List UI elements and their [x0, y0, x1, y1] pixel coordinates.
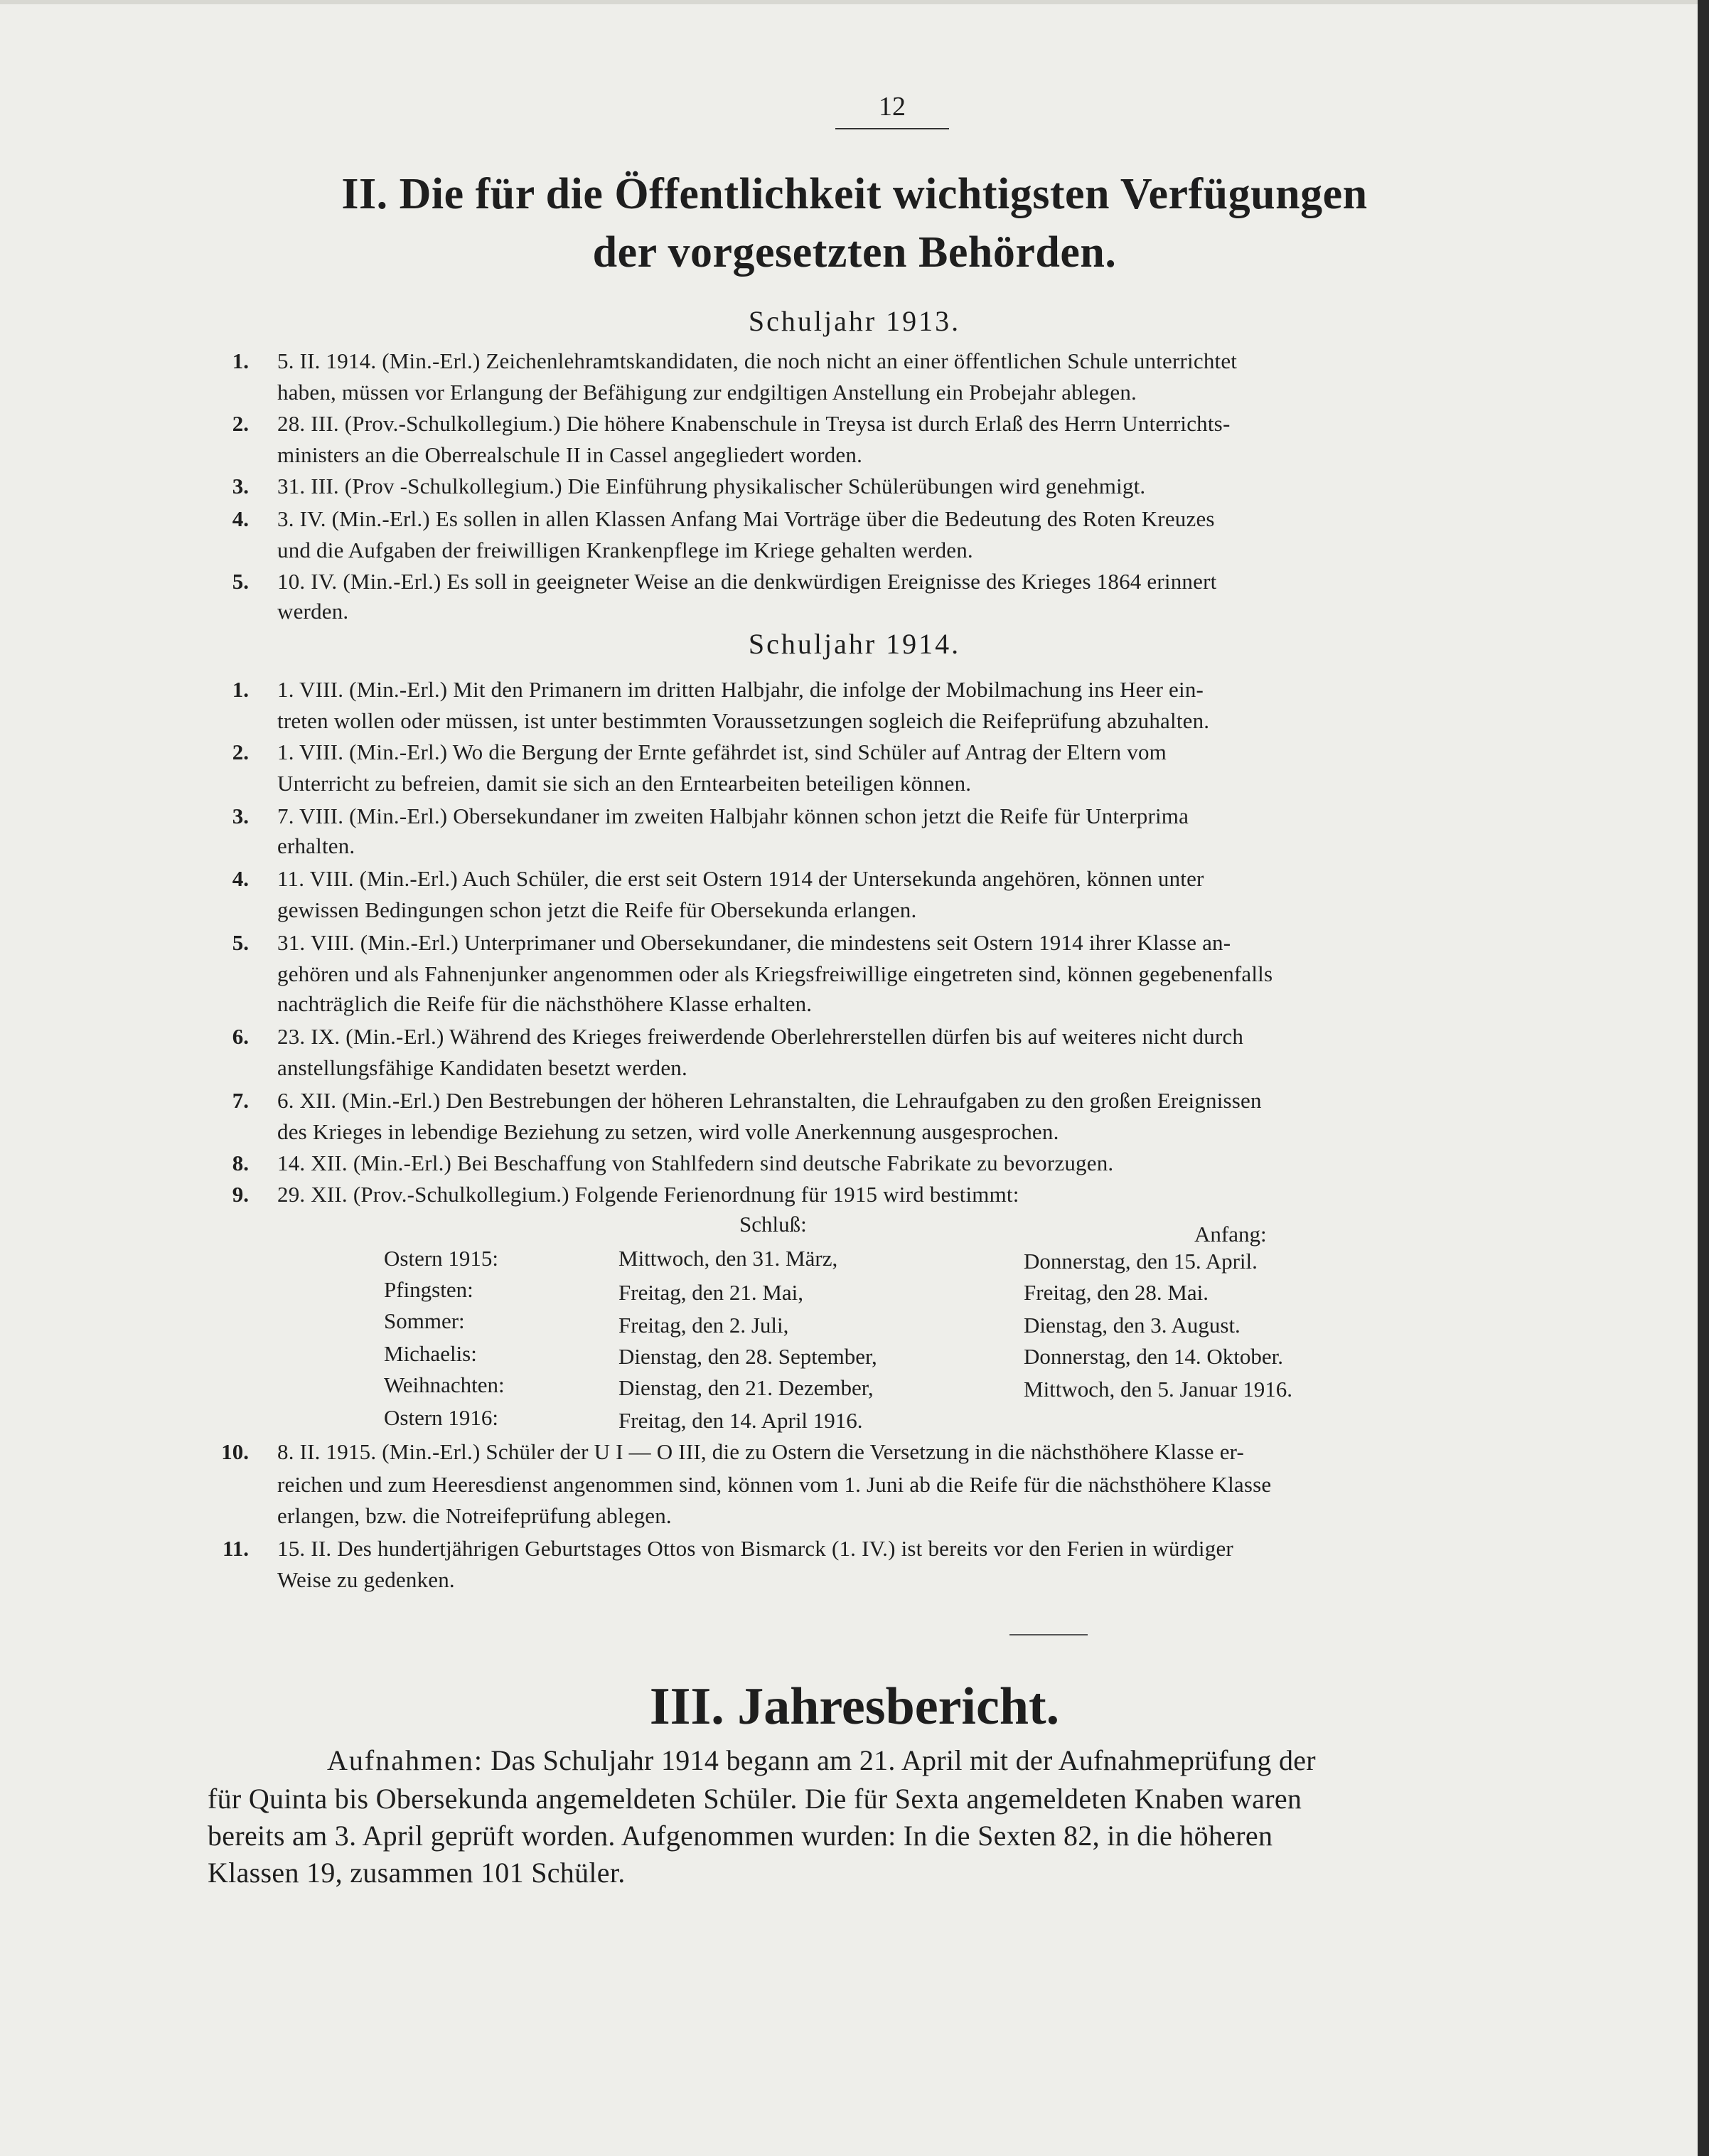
item-line: nachträglich die Reife für die nächsthöhere Klasse erhalten.	[277, 991, 813, 1016]
item-line: 5. II. 1914. (Min.-Erl.) Zeichenlehramtskandidaten, die noch nicht an einer öffentlichen Schule unterrichtet	[277, 348, 1238, 373]
page-number: 12	[879, 92, 906, 122]
item-line: 1. VIII. (Min.-Erl.) Wo die Bergung der Ernte gefährdet ist, sind Schüler auf Antrag der Eltern vom	[277, 740, 1167, 764]
ferien-row-name: Michaelis:	[384, 1341, 477, 1366]
item-line: ministers an die Oberrealschule II in Cassel angegliedert worden.	[277, 442, 863, 467]
page-number-rule	[835, 128, 949, 129]
ferien-row-schluss: Freitag, den 21. Mai,	[618, 1280, 804, 1305]
item-line: treten wollen oder müssen, ist unter bestimmten Voraussetzungen sogleich die Reifeprüfung abzuhalten.	[277, 708, 1210, 733]
item-number: 9.	[232, 1182, 249, 1207]
item-line: 10. IV. (Min.-Erl.) Es soll in geeigneter Weise an die denkwürdigen Ereignisse des Krieges 1864 erinnert	[277, 569, 1217, 594]
item-number: 2.	[232, 740, 249, 764]
item-number: 1.	[232, 348, 249, 373]
ferien-row-name: Ostern 1916:	[384, 1405, 499, 1430]
item-line: 14. XII. (Min.-Erl.) Bei Beschaffung von Stahlfedern sind deutsche Fabrikate zu bevorzugen.	[277, 1151, 1114, 1175]
item-number: 3.	[232, 474, 249, 498]
item-line: 8. II. 1915. (Min.-Erl.) Schüler der U I — O III, die zu Ostern die Versetzung in die nächsthöhere Klasse er-	[277, 1439, 1245, 1464]
item-line: des Krieges in lebendige Beziehung zu setzen, wird volle Anerkennung ausgesprochen.	[277, 1119, 1059, 1144]
report-line-3: bereits am 3. April geprüft worden. Aufgenommen wurden: In die Sexten 82, in die höheren	[208, 1820, 1273, 1852]
ferien-row-anfang: Freitag, den 28. Mai.	[1024, 1280, 1209, 1305]
item-number: 5.	[232, 930, 249, 955]
item-number: 8.	[232, 1151, 249, 1175]
item-number: 11.	[222, 1536, 249, 1561]
item-line: 15. II. Des hundertjährigen Geburtstages Ottos von Bismarck (1. IV.) ist bereits vor den Ferien in würdiger	[277, 1536, 1233, 1561]
ferien-row-name: Ostern 1915:	[384, 1246, 499, 1271]
section2-title-line2: der vorgesetzten Behörden.	[592, 228, 1117, 277]
item-line: 31. VIII. (Min.-Erl.) Unterprimaner und Obersekundaner, die mindestens seit Ostern 1914 ihrer Klasse an-	[277, 930, 1231, 955]
item-line: haben, müssen vor Erlangung der Befähigung zur endgiltigen Anstellung ein Probejahr ablegen.	[277, 380, 1137, 405]
ferien-header-schluss: Schluß:	[739, 1212, 807, 1237]
ferien-row-anfang: Donnerstag, den 14. Oktober.	[1024, 1344, 1284, 1369]
item-line: Weise zu gedenken.	[277, 1567, 455, 1592]
item-line: 3. IV. (Min.-Erl.) Es sollen in allen Klassen Anfang Mai Vorträge über die Bedeutung des Roten Kreuzes	[277, 506, 1215, 531]
ferien-row-anfang: Dienstag, den 3. August.	[1024, 1313, 1241, 1338]
report-line-2: für Quinta bis Obersekunda angemeldeten Schüler. Die für Sexta angemeldeten Knaben waren	[208, 1783, 1302, 1815]
item-line: reichen und zum Heeresdienst angenommen sind, können vom 1. Juni ab die Reife für die nächsthöhere Klasse	[277, 1472, 1272, 1497]
section2-title-line1: II. Die für die Öffentlichkeit wichtigsten Verfügungen	[341, 170, 1368, 218]
ferien-row-schluss: Dienstag, den 21. Dezember,	[618, 1375, 874, 1400]
page-top-edge	[0, 0, 1709, 4]
item-line: 23. IX. (Min.-Erl.) Während des Krieges freiwerdende Oberlehrerstellen dürfen bis auf weiteres nicht durch	[277, 1024, 1244, 1049]
ferien-row-schluss: Freitag, den 14. April 1916.	[618, 1408, 863, 1433]
item-line: 28. III. (Prov.-Schulkollegium.) Die höhere Knabenschule in Treysa ist durch Erlaß des Herrn Unterrichts-	[277, 411, 1231, 436]
ferien-row-name: Weihnachten:	[384, 1372, 505, 1397]
report-lead: Aufnahmen:	[327, 1744, 483, 1776]
item-number: 6.	[232, 1024, 249, 1049]
separator-rule	[1009, 1634, 1088, 1635]
item-number: 5.	[232, 569, 249, 594]
ferien-row-anfang: Donnerstag, den 15. April.	[1024, 1249, 1258, 1274]
ferien-row-name: Sommer:	[384, 1308, 465, 1333]
year1914-heading: Schuljahr 1914.	[748, 628, 961, 660]
item-number: 2.	[232, 411, 249, 436]
ferien-row-schluss: Freitag, den 2. Juli,	[618, 1313, 789, 1338]
item-line: erlangen, bzw. die Notreifeprüfung ablegen.	[277, 1503, 672, 1528]
item-line: erhalten.	[277, 833, 355, 858]
report-line-1	[327, 1744, 1316, 1777]
item-number: 7.	[232, 1088, 249, 1113]
item-number: 1.	[232, 677, 249, 702]
item-line: anstellungsfähige Kandidaten besetzt werden.	[277, 1055, 687, 1080]
item-line: 6. XII. (Min.-Erl.) Den Bestrebungen der höheren Lehranstalten, die Lehraufgaben zu den großen Ereignissen	[277, 1088, 1262, 1113]
ferien-row-schluss: Mittwoch, den 31. März,	[618, 1246, 838, 1271]
ferien-row-anfang: Mittwoch, den 5. Januar 1916.	[1024, 1377, 1292, 1402]
item-number: 10.	[221, 1439, 249, 1464]
item-line: 29. XII. (Prov.-Schulkollegium.) Folgende Ferienordnung für 1915 wird bestimmt:	[277, 1182, 1019, 1207]
item-line: 1. VIII. (Min.-Erl.) Mit den Primanern im dritten Halbjahr, die infolge der Mobilmachung ins Heer ein-	[277, 677, 1204, 702]
item-number: 4.	[232, 866, 249, 891]
item-line: gehören und als Fahnenjunker angenommen oder als Kriegsfreiwillige eingetreten sind, können gegebenenfalls	[277, 961, 1273, 986]
item-line: werden.	[277, 599, 349, 624]
year1913-heading: Schuljahr 1913.	[748, 305, 961, 337]
item-line: und die Aufgaben der freiwilligen Krankenpflege im Kriege gehalten werden.	[277, 538, 973, 562]
item-line: 31. III. (Prov -Schulkollegium.) Die Einführung physikalischer Schülerübungen wird genehmigt.	[277, 474, 1146, 498]
item-line: Unterricht zu befreien, damit sie sich an den Erntearbeiten beteiligen können.	[277, 771, 972, 796]
item-line: gewissen Bedingungen schon jetzt die Reife für Obersekunda erlangen.	[277, 897, 917, 922]
item-line: 11. VIII. (Min.-Erl.) Auch Schüler, die erst seit Ostern 1914 der Untersekunda angehören, können unter	[277, 866, 1204, 891]
item-number: 3.	[232, 804, 249, 828]
item-number: 4.	[232, 506, 249, 531]
item-line: 7. VIII. (Min.-Erl.) Obersekundaner im zweiten Halbjahr können schon jetzt die Reife für Unterprima	[277, 804, 1189, 828]
report-text: Das Schuljahr 1914 begann am 21. April mit der Aufnahmeprüfung der	[483, 1744, 1316, 1776]
section3-title: III. Jahresbericht.	[649, 1677, 1060, 1736]
ferien-row-schluss: Dienstag, den 28. September,	[618, 1344, 877, 1369]
report-line-4: Klassen 19, zusammen 101 Schüler.	[208, 1857, 626, 1889]
ferien-row-name: Pfingsten:	[384, 1277, 473, 1302]
ferien-header-anfang: Anfang:	[1194, 1222, 1267, 1247]
